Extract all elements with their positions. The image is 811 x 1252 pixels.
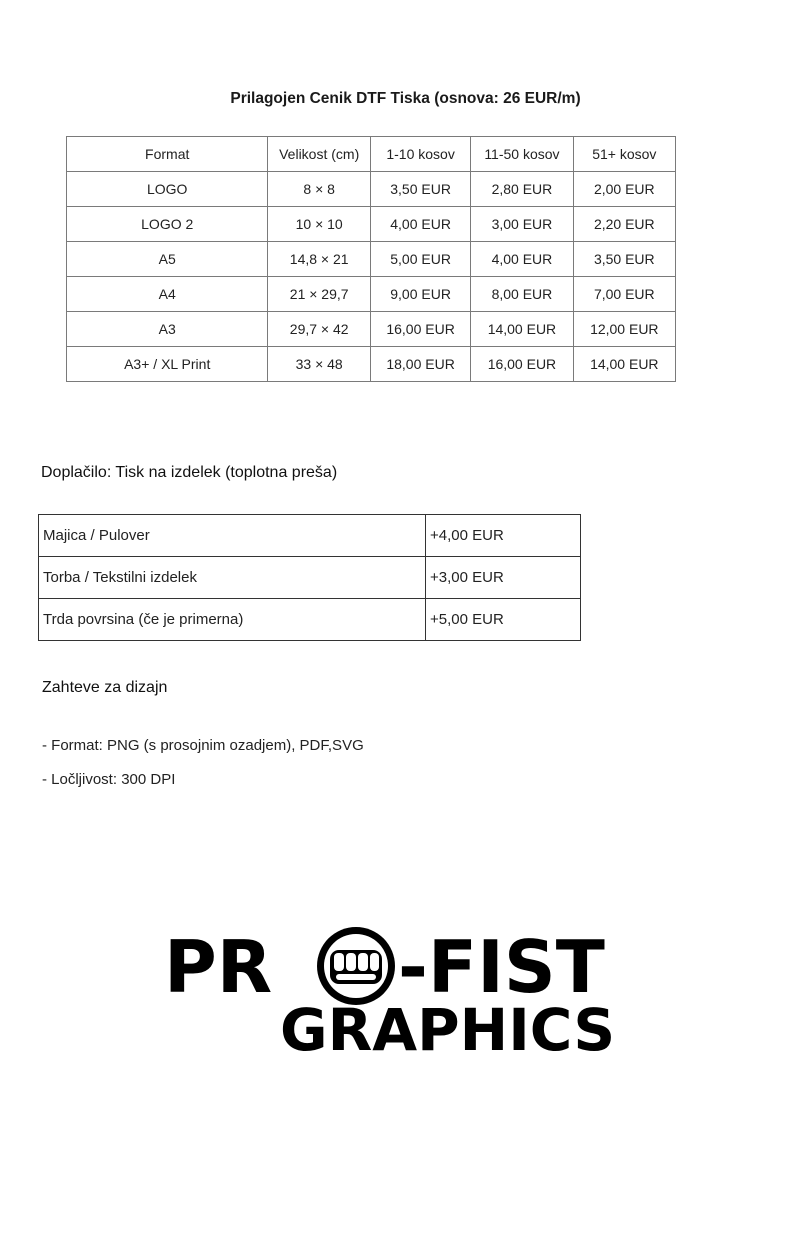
- cell-format: A3+ / XL Print: [67, 347, 268, 382]
- cell-price: 14,00 EUR: [471, 312, 573, 347]
- cell-surcharge: +5,00 EUR: [426, 599, 581, 641]
- page-title: Prilagojen Cenik DTF Tiska (osnova: 26 EUR/m): [230, 90, 581, 107]
- cell-format: A3: [67, 312, 268, 347]
- cell-price: 2,00 EUR: [573, 172, 675, 207]
- cell-product: Trda povrsina (če je primerna): [39, 599, 426, 641]
- logo-text-graphics: GRAPHICS: [280, 996, 616, 1060]
- pro-fist-graphics-logo: [160, 920, 640, 1060]
- logo-text-fist: -FIST: [398, 925, 605, 1009]
- cell-price: 3,50 EUR: [370, 172, 470, 207]
- cell-size: 29,7 × 42: [268, 312, 370, 347]
- requirements-heading: Zahteve za dizajn: [42, 679, 168, 696]
- cell-price: 9,00 EUR: [370, 277, 470, 312]
- cell-price: 5,00 EUR: [370, 242, 470, 277]
- cell-price: 2,80 EUR: [471, 172, 573, 207]
- column-header-qty-51-plus: 51+ kosov: [573, 137, 675, 172]
- cell-price: 14,00 EUR: [573, 347, 675, 382]
- cell-size: 21 × 29,7: [268, 277, 370, 312]
- cell-price: 16,00 EUR: [471, 347, 573, 382]
- cell-price: 3,50 EUR: [573, 242, 675, 277]
- cell-surcharge: +3,00 EUR: [426, 557, 581, 599]
- cell-product: Torba / Tekstilni izdelek: [39, 557, 426, 599]
- column-header-format: Format: [67, 137, 268, 172]
- table-row: [67, 207, 676, 242]
- cell-price: 16,00 EUR: [370, 312, 470, 347]
- cell-size: 33 × 48: [268, 347, 370, 382]
- cell-size: 10 × 10: [268, 207, 370, 242]
- price-table-header-row: [67, 137, 676, 172]
- table-row: [39, 599, 581, 641]
- cell-price: 4,00 EUR: [370, 207, 470, 242]
- cell-price: 18,00 EUR: [370, 347, 470, 382]
- cell-price: 7,00 EUR: [573, 277, 675, 312]
- cell-product: Majica / Pulover: [39, 515, 426, 557]
- cell-price: 3,00 EUR: [471, 207, 573, 242]
- cell-price: 4,00 EUR: [471, 242, 573, 277]
- table-row: [67, 277, 676, 312]
- cell-size: 8 × 8: [268, 172, 370, 207]
- column-header-qty-1-10: 1-10 kosov: [370, 137, 470, 172]
- table-row: [67, 172, 676, 207]
- cell-price: 8,00 EUR: [471, 277, 573, 312]
- table-row: [39, 557, 581, 599]
- table-row: [67, 242, 676, 277]
- cell-size: 14,8 × 21: [268, 242, 370, 277]
- cell-price: 2,20 EUR: [573, 207, 675, 242]
- fist-icon: [317, 927, 395, 1005]
- table-row: [39, 515, 581, 557]
- column-header-qty-11-50: 11-50 kosov: [471, 137, 573, 172]
- cell-surcharge: +4,00 EUR: [426, 515, 581, 557]
- table-row: [67, 312, 676, 347]
- cell-price: 12,00 EUR: [573, 312, 675, 347]
- cell-format: A4: [67, 277, 268, 312]
- cell-format: A5: [67, 242, 268, 277]
- requirement-resolution: - Ločljivost: 300 DPI: [42, 771, 176, 788]
- cell-format: LOGO 2: [67, 207, 268, 242]
- price-table: [66, 136, 676, 382]
- logo-text-pr: PR: [164, 925, 273, 1009]
- cell-format: LOGO: [67, 172, 268, 207]
- column-header-size: Velikost (cm): [268, 137, 370, 172]
- requirement-format: - Format: PNG (s prosojnim ozadjem), PDF,SVG: [42, 737, 364, 754]
- surcharge-heading: Doplačilo: Tisk na izdelek (toplotna preša): [41, 464, 338, 481]
- surcharge-table: [38, 514, 581, 641]
- table-row: [67, 347, 676, 382]
